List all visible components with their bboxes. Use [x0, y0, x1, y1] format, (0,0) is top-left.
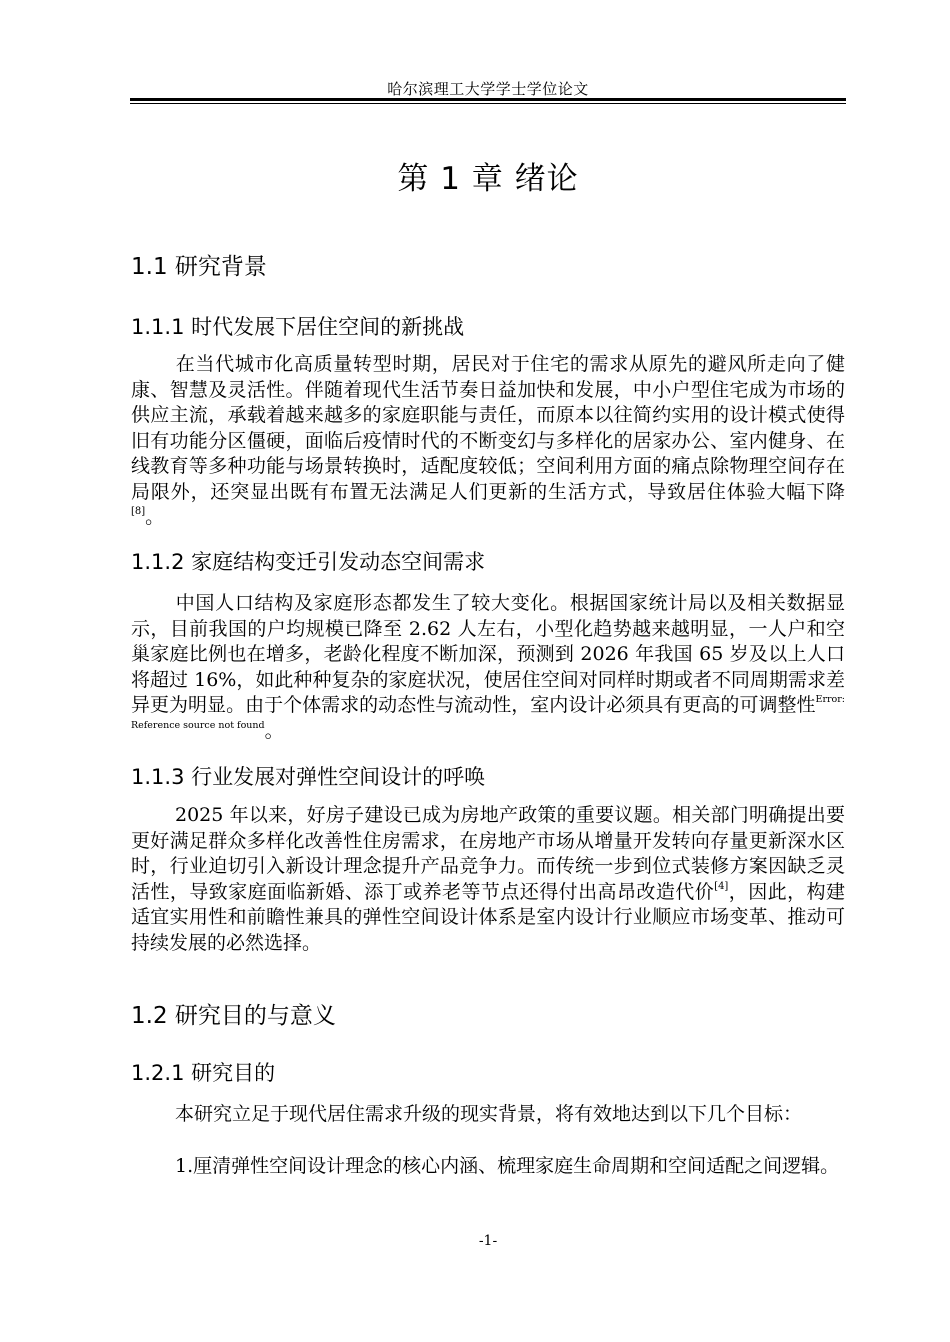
paragraph-1-1-1-text: 在当代城市化高质量转型时期，居民对于住宅的需求从原先的避风所走向了健康、智慧及灵活性。伴随着现代生活节奏日益加快和发展，中小户型住宅成为市场的供应主流，承载着越来越多的家庭职能与责任，而原本以往简约实用的设计模式使得旧有功能分区僵硬，面临后疫情时代的不断变幻与多样化的居家办公、室内健身、在线教育等多种功能与场景转换时，适配度较低；空间利用方面的痛点除物理空间存在局限外，还突显出既有布置无法满足人们更新的生活方式，导致居住体验大幅下降	[131, 353, 845, 503]
section-heading-1-1: 1.1 研究背景	[131, 254, 267, 280]
paragraph-1-1-2-text: 中国人口结构及家庭形态都发生了较大变化。根据国家统计局以及相关数据显示，目前我国的户均规模已降至 2.62 人左右，小型化趋势越来越明显，一人户和空巢家庭比例也在增多，老龄化程度不断加深，预测到 2026 年我国 65 岁及以上人口将超过 16%，如此种种复杂的家庭状况，使居住空间对同样时期或者不同周期需求差异更为明显。由于个体需求的动态性与流动性，室内设计必须具有更高的可调整性	[131, 592, 845, 716]
paragraph-1-1-2	[131, 591, 845, 744]
header-rule-thin	[130, 103, 846, 104]
citation-error-ref[interactable]: Error: Reference source not found	[131, 694, 845, 731]
running-header: 哈尔滨理工大学学士学位论文	[387, 80, 589, 98]
paragraph-end-mark: 。	[145, 506, 165, 528]
section-heading-1-1-2: 1.1.2 家庭结构变迁引发动态空间需求	[131, 550, 486, 574]
citation-ref[interactable]: [4]	[714, 880, 729, 892]
list-item-1	[131, 1154, 845, 1180]
header-rule-thick	[130, 98, 846, 101]
paragraph-1-1-3-text-b: ，因此，构建适宜实用性和前瞻性兼具的弹性空间设计体系是室内设计行业顺应市场变革、推动可持续发展的必然选择。	[131, 880, 845, 954]
section-heading-1-1-1: 1.1.1 时代发展下居住空间的新挑战	[131, 315, 465, 339]
paragraph-1-2-1-text: 本研究立足于现代居住需求升级的现实背景，将有效地达到以下几个目标：	[175, 1103, 803, 1125]
section-heading-1-1-3: 1.1.3 行业发展对弹性空间设计的呼唤	[131, 765, 486, 789]
paragraph-end-mark: 。	[264, 719, 284, 742]
paragraph-1-1-1	[131, 352, 845, 531]
section-heading-1-2: 1.2 研究目的与意义	[131, 1003, 336, 1029]
chapter-title: 第 1 章 绪论	[397, 161, 579, 197]
citation-ref[interactable]: [8]	[131, 506, 146, 517]
paragraph-1-2-1	[131, 1102, 845, 1128]
paragraph-1-1-3-text-a: 2025 年以来，好房子建设已成为房地产政策的重要议题。相关部门明确提出要更好满足群众多样化改善性住房需求，在房地产市场从增量开发转向存量更新深水区时，行业迫切引入新设计理念提升产品竞争力。而传统一步到位式装修方案因缺乏灵活性，导致家庭面临新婚、添丁或养老等节点还得付出高昂改造代价	[131, 804, 845, 903]
list-item-1-text: 1.厘清弹性空间设计理念的核心内涵、梳理家庭生命周期和空间适配之间逻辑。	[175, 1155, 840, 1177]
paragraph-1-1-3	[131, 803, 845, 956]
page-number: -1-	[478, 1233, 498, 1249]
section-heading-1-2-1: 1.2.1 研究目的	[131, 1061, 276, 1085]
